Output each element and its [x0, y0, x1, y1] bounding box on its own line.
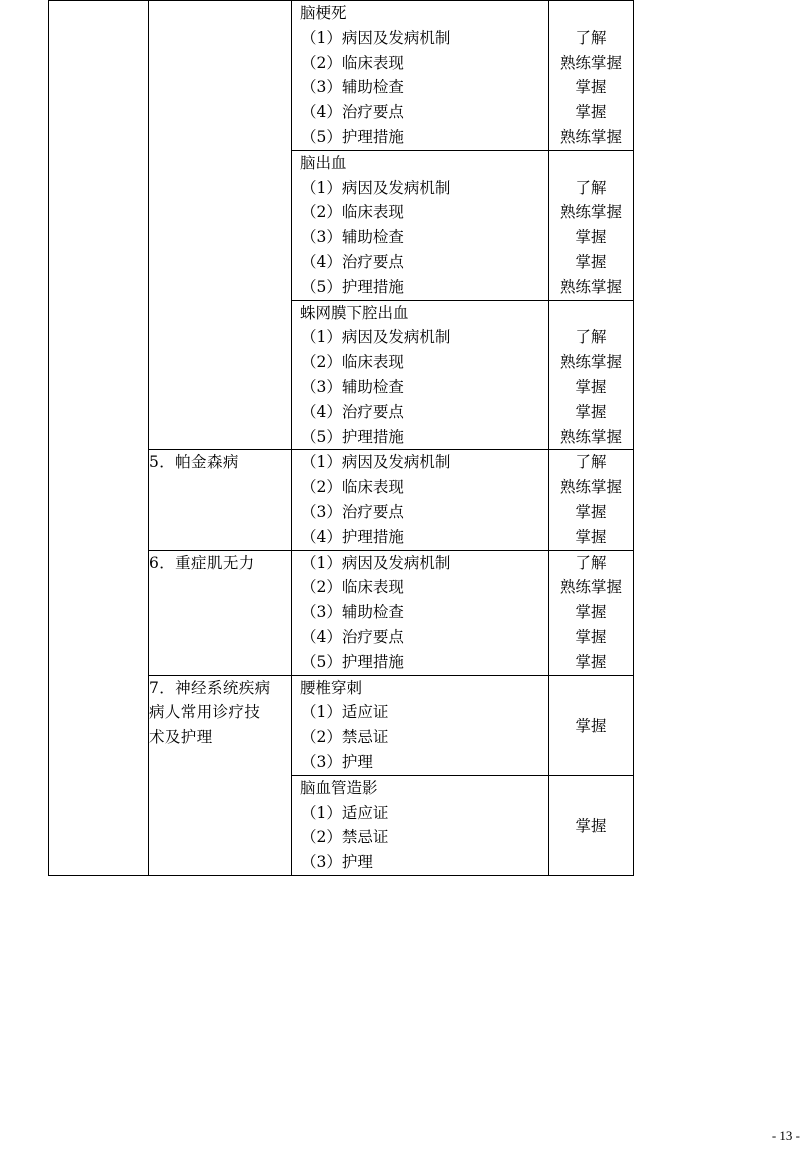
- content-cell: [292, 550, 549, 675]
- subtopic-title: 脑血管造影: [300, 778, 378, 797]
- list-item: （1）适应证: [301, 803, 389, 822]
- requirement-level: 掌握: [575, 377, 607, 396]
- list-item: （5）护理措施: [301, 427, 404, 446]
- list-item: （1）病因及发病机制: [301, 453, 451, 472]
- requirement-level: 掌握: [575, 717, 607, 736]
- topic-cell: [149, 450, 292, 550]
- requirement-level: 熟练掌握: [559, 427, 622, 446]
- list-item: （2）临床表现: [301, 203, 404, 222]
- requirement-level: 掌握: [575, 252, 607, 271]
- topic-title-line: 术及护理: [149, 728, 213, 747]
- requirement-level: 了解: [575, 328, 607, 347]
- topic-title: 5．帕金森病: [149, 453, 239, 472]
- list-item: （4）治疗要点: [301, 103, 404, 122]
- list-item: （5）护理措施: [301, 277, 404, 296]
- requirement-cell: [549, 150, 634, 300]
- subtopic-title: 脑出血: [300, 153, 347, 172]
- list-item: （1）适应证: [301, 703, 389, 722]
- requirement-level: 熟练掌握: [559, 353, 622, 372]
- requirement-level: 了解: [575, 28, 607, 47]
- syllabus-table: [48, 0, 634, 876]
- list-item: （2）禁忌证: [301, 828, 389, 847]
- list-item: （4）护理措施: [301, 527, 404, 546]
- subtopic-title: 蛛网膜下腔出血: [300, 303, 409, 322]
- requirement-level: 熟练掌握: [559, 203, 622, 222]
- list-item: （3）辅助检查: [301, 228, 404, 247]
- requirement-cell: [549, 675, 634, 775]
- requirement-level: 掌握: [575, 103, 607, 122]
- list-item: （2）禁忌证: [301, 728, 389, 747]
- list-item: （2）临床表现: [301, 53, 404, 72]
- content-cell: [292, 450, 549, 550]
- topic-title-line: 7．神经系统疾病: [149, 678, 271, 697]
- page-number: - 13 -: [771, 1128, 800, 1143]
- content-cell: [292, 300, 549, 450]
- list-item: （3）辅助检查: [301, 78, 404, 97]
- topic-title: 6．重症肌无力: [149, 553, 255, 572]
- requirement-level: 掌握: [575, 817, 607, 836]
- topic-title-line: 病人常用诊疗技: [149, 703, 261, 722]
- requirement-level: 掌握: [575, 627, 607, 646]
- list-item: （4）治疗要点: [301, 627, 404, 646]
- requirement-cell: [549, 450, 634, 550]
- list-item: （3）护理: [301, 752, 373, 771]
- list-item: （3）护理: [301, 853, 373, 872]
- topic-cell: [149, 550, 292, 675]
- content-cell: [292, 675, 549, 775]
- list-item: （1）病因及发病机制: [301, 328, 451, 347]
- table-row: [49, 1, 634, 151]
- list-item: （3）治疗要点: [301, 502, 404, 521]
- requirement-cell: [549, 550, 634, 675]
- list-item: （4）治疗要点: [301, 252, 404, 271]
- requirement-level: 掌握: [575, 502, 607, 521]
- subtopic-title: 脑梗死: [300, 4, 347, 22]
- list-item: （1）病因及发病机制: [301, 553, 451, 572]
- unit-cell: [49, 1, 149, 876]
- requirement-level: 熟练掌握: [559, 478, 622, 497]
- requirement-level: 掌握: [575, 603, 607, 622]
- requirement-level: 掌握: [575, 527, 607, 546]
- requirement-level: 掌握: [575, 652, 607, 671]
- requirement-cell: [549, 1, 634, 151]
- list-item: （2）临床表现: [301, 353, 404, 372]
- list-item: （5）护理措施: [301, 652, 404, 671]
- requirement-cell: [549, 775, 634, 875]
- list-item: （5）护理措施: [301, 127, 404, 146]
- requirement-level: 熟练掌握: [559, 578, 622, 597]
- list-item: （3）辅助检查: [301, 603, 404, 622]
- requirement-level: 熟练掌握: [559, 277, 622, 296]
- list-item: （4）治疗要点: [301, 402, 404, 421]
- topic-cell: [149, 675, 292, 875]
- requirement-level: 了解: [575, 178, 607, 197]
- content-cell: [292, 150, 549, 300]
- requirement-level: 熟练掌握: [559, 53, 622, 72]
- content-cell: [292, 775, 549, 875]
- topic-cell: [149, 1, 292, 450]
- list-item: （3）辅助检查: [301, 377, 404, 396]
- requirement-cell: [549, 300, 634, 450]
- requirement-level: 掌握: [575, 228, 607, 247]
- list-item: （1）病因及发病机制: [301, 28, 451, 47]
- requirement-level: 掌握: [575, 402, 607, 421]
- subtopic-title: 腰椎穿刺: [300, 678, 363, 697]
- requirement-level: 熟练掌握: [559, 127, 622, 146]
- requirement-level: 了解: [575, 553, 607, 572]
- requirement-level: 了解: [575, 453, 607, 472]
- list-item: （2）临床表现: [301, 578, 404, 597]
- content-cell: [292, 1, 549, 151]
- requirement-level: 掌握: [575, 78, 607, 97]
- list-item: （2）临床表现: [301, 478, 404, 497]
- list-item: （1）病因及发病机制: [301, 178, 451, 197]
